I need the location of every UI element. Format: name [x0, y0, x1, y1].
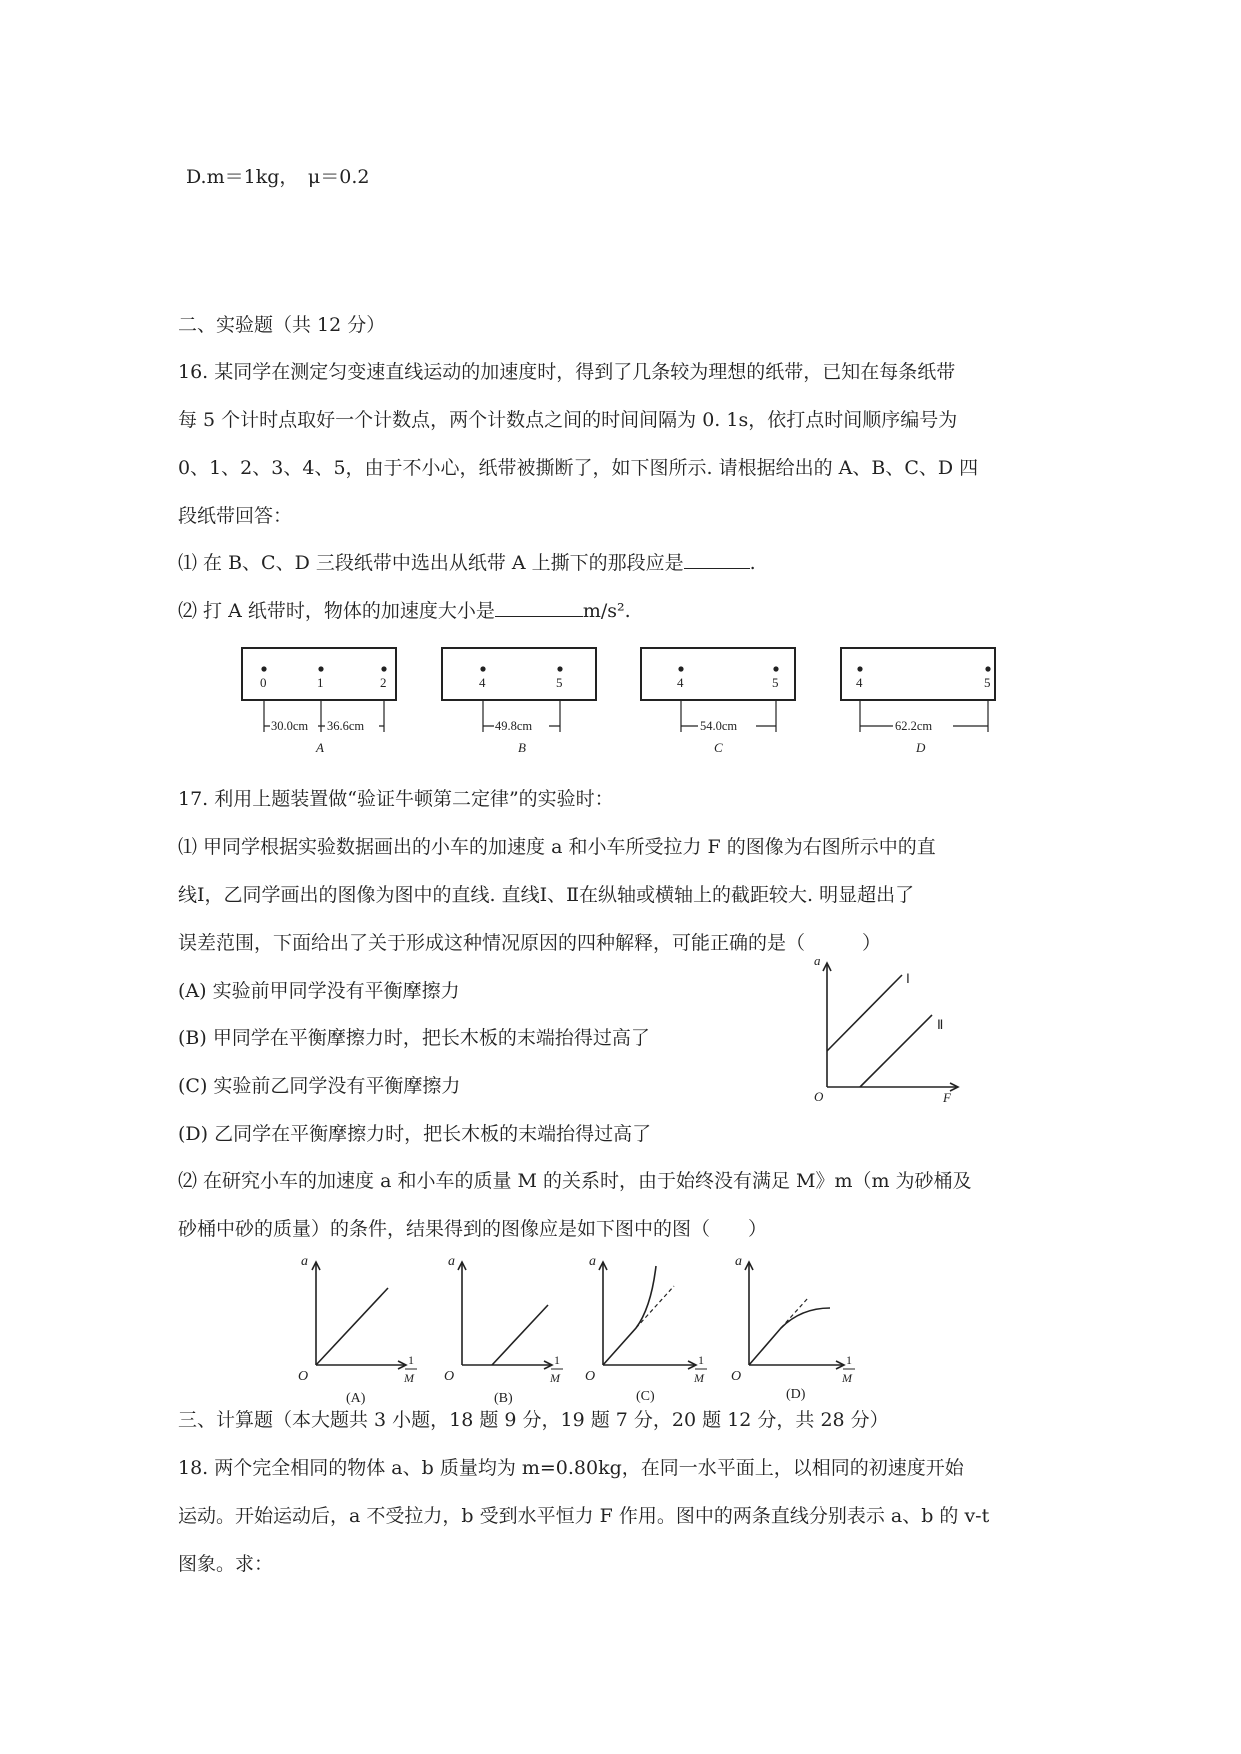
graph-b-x-den: M: [550, 1371, 560, 1385]
tape-d-point-5: 5: [984, 675, 991, 690]
tape-c-point-4: 4: [677, 675, 684, 690]
graph-a-y: a: [301, 1254, 308, 1269]
tape-b-dim: 49.8cm: [495, 719, 533, 733]
q18-line-3: 图象。求：: [178, 1553, 274, 1575]
q17-p1-line-3: 误差范围，下面给出了关于形成这种情况原因的四种解释，可能正确的是（ ）: [178, 932, 882, 954]
graph-b-x-num: 1: [554, 1353, 560, 1367]
q17-p1-line-1: ⑴ 甲同学根据实验数据画出的小车的加速度 a 和小车所受拉力 F 的图像为右图所示中的直: [178, 836, 936, 858]
q16-line-3: 0、1、2、3、4、5，由于不小心，纸带被撕断了，如下图所示. 请根据给出的 A、B、C、D 四: [178, 457, 979, 479]
graph-c-x-num: 1: [698, 1353, 704, 1367]
graph-b-origin: O: [444, 1369, 455, 1384]
q17-p2-line-1: ⑵ 在研究小车的加速度 a 和小车的质量 M 的关系时，由于始终没有满足 M》m（m 为砂桶及: [178, 1170, 972, 1192]
q16-sub2-text: ⑵ 打 A 纸带时，物体的加速度大小是: [178, 600, 495, 622]
graph-c-origin: O: [585, 1369, 596, 1384]
q16-line-4: 段纸带回答：: [178, 505, 293, 527]
q16-sub1-end: .: [749, 552, 756, 574]
graph-d-origin: O: [731, 1369, 742, 1384]
tape-a-dim-2: 36.6cm: [327, 719, 365, 733]
graph-b-label: (B): [494, 1391, 513, 1405]
a-f-axis-y: a: [814, 955, 821, 968]
tape-a-point-0: 0: [260, 675, 267, 690]
tape-c-label: C: [714, 740, 723, 755]
q16-sub2: [178, 596, 631, 623]
q16-line-1: 16. 某同学在测定匀变速直线运动的加速度时，得到了几条较为理想的纸带，已知在每条纸带: [178, 361, 956, 383]
graph-d-y: a: [735, 1254, 742, 1269]
q17-option-c: (C) 实验前乙同学没有平衡摩擦力: [178, 1075, 461, 1097]
a-f-line-ii: Ⅱ: [937, 1017, 944, 1032]
graph-c-y: a: [589, 1254, 596, 1269]
graph-a-origin: O: [298, 1369, 309, 1384]
q17-p2-line-2: 砂桶中砂的质量）的条件，结果得到的图像应是如下图中的图（ ）: [178, 1218, 768, 1240]
q16-sub2-unit: m/s².: [582, 600, 631, 622]
tape-a-dim-1: 30.0cm: [271, 719, 309, 733]
a-f-axis-x: F: [943, 1090, 951, 1105]
tape-d-label: D: [916, 740, 926, 755]
a-f-origin: O: [814, 1089, 824, 1104]
graph-d-label: (D): [786, 1387, 806, 1402]
graph-d-x-den: M: [842, 1371, 852, 1385]
tape-d-dim: 62.2cm: [895, 719, 933, 733]
tape-b-point-4: 4: [479, 675, 486, 690]
q16-sub1-text: ⑴ 在 B、C、D 三段纸带中选出从纸带 A 上撕下的那段应是: [178, 552, 684, 574]
graph-b-y: a: [448, 1254, 455, 1269]
a-f-line-i: Ⅰ: [906, 971, 910, 986]
graph-c-x-den: M: [694, 1371, 704, 1385]
q17-option-a: (A) 实验前甲同学没有平衡摩擦力: [178, 980, 460, 1002]
answer-blank-2: [495, 598, 583, 617]
tape-a-point-2: 2: [380, 675, 387, 690]
graph-a-x-den: M: [404, 1371, 414, 1385]
graph-a-x-num: 1: [408, 1353, 414, 1367]
section2-heading: 二、实验题（共 12 分）: [178, 314, 386, 336]
q17-option-d: (D) 乙同学在平衡摩擦力时，把长木板的末端抬得过高了: [178, 1123, 652, 1145]
q18-line-1: 18. 两个完全相同的物体 a、b 质量均为 m=0.80kg，在同一水平面上，以相同的初速度开始: [178, 1457, 964, 1479]
q16-line-2: 每 5 个计时点取好一个计数点，两个计数点之间的时间间隔为 0. 1s，依打点时间顺序编号为: [178, 409, 958, 431]
tape-b-label: B: [518, 740, 526, 755]
tape-a-point-1: 1: [317, 675, 324, 690]
graph-d-x-num: 1: [846, 1353, 852, 1367]
tape-a-label: A: [316, 740, 324, 755]
tape-b-point-5: 5: [556, 675, 563, 690]
tape-c-dim: 54.0cm: [700, 719, 738, 733]
paper-tapes-figure: [230, 642, 1000, 757]
graph-c-label: (C): [636, 1389, 655, 1404]
option-d: D.m＝1kg， μ＝0.2: [186, 166, 370, 188]
tape-d-point-4: 4: [856, 675, 863, 690]
section3-heading: 三、计算题（本大题共 3 小题，18 题 9 分，19 题 7 分，20 题 12 分，共 28 分）: [178, 1409, 889, 1431]
q18-line-2: 运动。开始运动后，a 不受拉力，b 受到水平恒力 F 作用。图中的两条直线分别表示 a、b 的 v-t: [178, 1505, 990, 1527]
a-f-graph: [810, 955, 960, 1105]
answer-blank-1: [684, 550, 750, 569]
q17-option-b: (B) 甲同学在平衡摩擦力时，把长木板的末端抬得过高了: [178, 1027, 650, 1049]
q17-intro: 17. 利用上题装置做“验证牛顿第二定律”的实验时：: [178, 788, 614, 810]
q17-p1-line-2: 线Ⅰ，乙同学画出的图像为图中的直线. 直线Ⅰ、Ⅱ在纵轴或横轴上的截距较大. 明显超出了: [178, 884, 915, 906]
tape-c-point-5: 5: [772, 675, 779, 690]
graph-a-label: (A): [346, 1391, 366, 1405]
q16-sub1: [178, 548, 756, 575]
a-inverse-m-graphs: [296, 1250, 876, 1405]
